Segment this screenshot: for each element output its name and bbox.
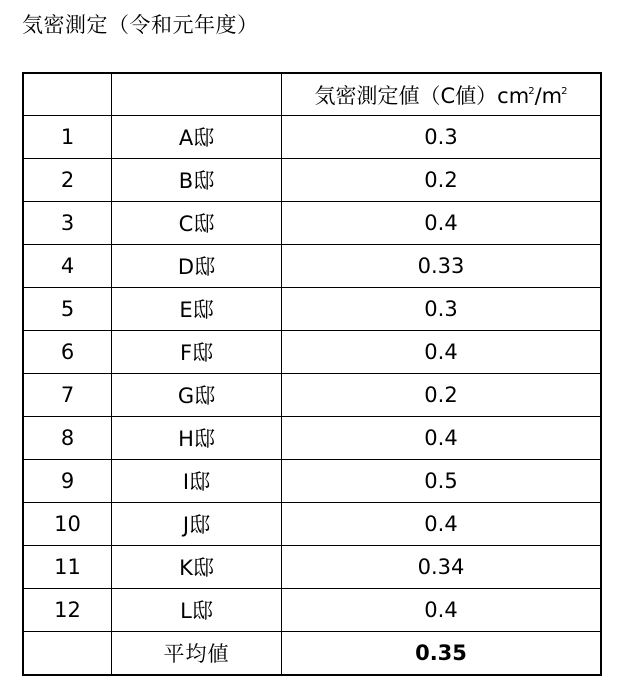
row-number-cell: 9 <box>23 460 112 503</box>
table-row <box>23 374 601 417</box>
airtightness-table <box>22 72 602 676</box>
header-superscript-1: 2 <box>528 85 535 97</box>
house-name-cell: J邸 <box>112 503 282 546</box>
house-name-cell: K邸 <box>112 546 282 589</box>
row-number-cell: 12 <box>23 589 112 632</box>
house-name-cell: B邸 <box>112 159 282 202</box>
header-value-slash: /m <box>534 83 563 108</box>
c-value-cell: 0.33 <box>282 245 602 288</box>
average-no-cell <box>23 632 112 676</box>
row-number-cell: 2 <box>23 159 112 202</box>
c-value-cell: 0.4 <box>282 202 602 245</box>
house-name-cell: A邸 <box>112 116 282 159</box>
header-no-cell <box>23 73 112 116</box>
page-title: 気密測定（令和元年度） <box>22 13 259 37</box>
house-name-cell: D邸 <box>112 245 282 288</box>
house-name-cell: H邸 <box>112 417 282 460</box>
table-row <box>23 116 601 159</box>
table-row <box>23 417 601 460</box>
house-name-cell: L邸 <box>112 589 282 632</box>
table-row <box>23 331 601 374</box>
house-name-cell: G邸 <box>112 374 282 417</box>
table-row <box>23 589 601 632</box>
table-row <box>23 503 601 546</box>
header-value-cell <box>282 73 602 116</box>
c-value-cell: 0.4 <box>282 589 602 632</box>
row-number-cell: 8 <box>23 417 112 460</box>
c-value-cell: 0.4 <box>282 417 602 460</box>
c-value-cell: 0.2 <box>282 159 602 202</box>
c-value-cell: 0.3 <box>282 288 602 331</box>
house-name-cell: F邸 <box>112 331 282 374</box>
average-label-cell: 平均値 <box>112 632 282 676</box>
house-name-cell: I邸 <box>112 460 282 503</box>
header-name-cell <box>112 73 282 116</box>
average-row <box>23 632 601 676</box>
row-number-cell: 6 <box>23 331 112 374</box>
table-row <box>23 202 601 245</box>
table-row <box>23 245 601 288</box>
c-value-cell: 0.4 <box>282 503 602 546</box>
c-value-cell: 0.2 <box>282 374 602 417</box>
c-value-cell: 0.5 <box>282 460 602 503</box>
row-number-cell: 1 <box>23 116 112 159</box>
row-number-cell: 4 <box>23 245 112 288</box>
header-value-label: 気密測定値（C値）cm <box>314 83 530 108</box>
row-number-cell: 5 <box>23 288 112 331</box>
row-number-cell: 7 <box>23 374 112 417</box>
c-value-cell: 0.4 <box>282 331 602 374</box>
table-row <box>23 460 601 503</box>
house-name-cell: E邸 <box>112 288 282 331</box>
average-value-cell: 0.35 <box>282 632 602 676</box>
table-row <box>23 546 601 589</box>
c-value-cell: 0.3 <box>282 116 602 159</box>
row-number-cell: 11 <box>23 546 112 589</box>
table-row <box>23 159 601 202</box>
table-header-row <box>23 73 601 116</box>
c-value-cell: 0.34 <box>282 546 602 589</box>
row-number-cell: 10 <box>23 503 112 546</box>
header-superscript-2: 2 <box>561 85 568 97</box>
table-row <box>23 288 601 331</box>
house-name-cell: C邸 <box>112 202 282 245</box>
row-number-cell: 3 <box>23 202 112 245</box>
